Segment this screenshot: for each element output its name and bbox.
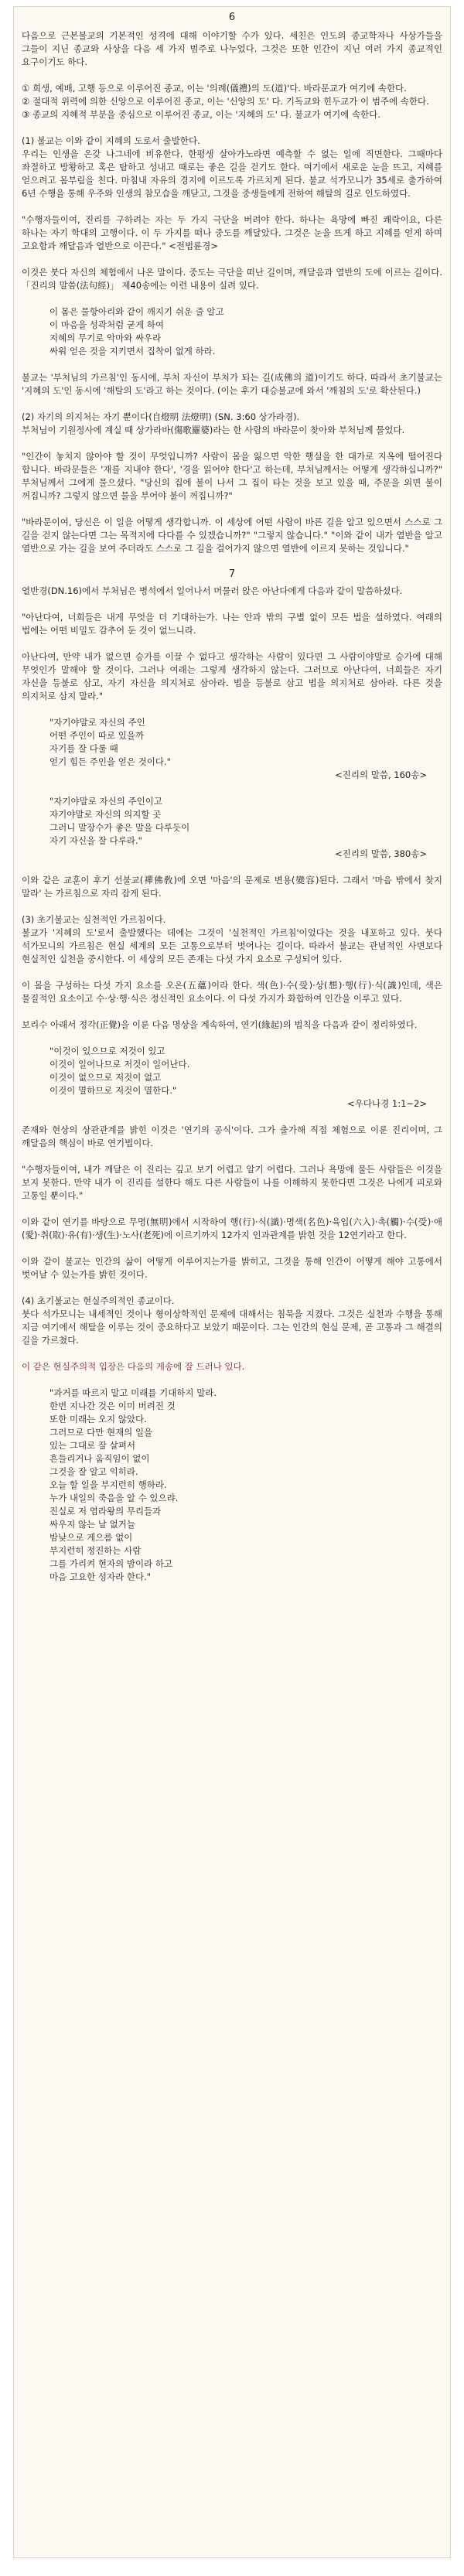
page-number-middle: 7 [228, 568, 236, 580]
verse-citation: <우다나경 1:1~2> [347, 1098, 427, 1109]
paragraph: 존재와 현상의 상관관계를 밝힌 이것은 '연기의 공식'이다. 그가 출가해 직접 체험으로 이룬 진리이며, 그 깨달음의 핵심이 바로 연기법이다. [22, 1124, 445, 1148]
verse-citation: <진리의 말씀, 380송> [335, 848, 427, 859]
intro-paragraph: 다음으로 근본불교의 기본적인 성격에 대해 이야기할 수가 있다. 세친은 인도의 종교학자나 사상가들을 그들이 지닌 종교와 사상을 다음 세 가지 범주로 나누었다. 그것은 또한 인간이 지닌 여러 가지 종교적인 요구이기도 하다. [22, 30, 445, 67]
paragraph: "수행자들이여, 진리를 구하려는 자는 두 가지 극단을 버려야 한다. 하나는 욕망에 빠진 쾌락이요, 다른 하나는 자기 학대의 고행이다. 이 두 가지를 떠나 중도를 깨달았다. 그것은 눈을 뜨게 하고 지혜를 얻게 하며 고요함과 깨달음과 열반으로 이끈다." <전법륜경> [22, 214, 445, 251]
list-item: ① 희생, 예배, 고행 등으로 이루어진 종교, 이는 '의례(儀禮)의 도(道)'다. 바라문교가 여기에 속한다. [22, 83, 407, 94]
paragraph: 보리수 아래서 정각(正覺)을 이룬 다음 명상을 계속하여, 연기(緣起)의 법칙을 다음과 같이 정리하였다. [22, 1019, 418, 1030]
verse-quote: 이 몸은 물항아리와 같이 깨지기 쉬운 줄 알고 이 마음을 성곽처럼 굳게 하여 지혜의 무기로 악마와 싸우라 싸워 얻은 것을 지키면서 집착이 없게 하라. [49, 306, 224, 357]
verse-quote: "자기야말로 자신의 주인 어떤 주인이 따로 있을까 자기를 잘 다룰 때 얻기 힘든 주인을 얻은 것이다." [49, 717, 171, 767]
paragraph: 부처님이 기원정사에 계실 때 상가라바(傷歌羅婆)라는 한 사람의 바라문이 찾아와 부처님께 물었다. [22, 425, 405, 435]
paragraph: 이것은 붓다 자신의 체험에서 나온 말이다. 중도는 극단을 떠난 길이며, 깨달음과 열반의 도에 이르는 길이다. 「진리의 말씀(法句經)」 제40송에는 이런 내용이 실려 있다. [22, 267, 445, 291]
paragraph: 열반경(DN.16)에서 부처님은 병석에서 일어나서 머물러 앉은 아난다에게 다음과 같이 말씀하셨다. [22, 585, 403, 596]
highlighted-paragraph: 이 같은 현실주의적 입장은 다음의 게송에 잘 드러나 있다. [22, 1361, 245, 1372]
paragraph: 이와 같이 불교는 인간의 삶이 어떻게 이루어지는가를 밝히고, 그것을 통해 인간이 어떻게 해야 고통에서 벗어날 수 있는가를 밝힌 것이다. [22, 1256, 445, 1280]
paragraph: "바라문이여, 당신은 이 일을 어떻게 생각합니까. 이 세상에 어떤 사람이 바른 길을 알고 있으면서 스스로 그 길을 걷지 않는다면 그는 목적지에 다다를 수 있겠습니까?" "그렇지 않습니다." "이와 같이 내가 열반을 알고 열반으로 가는 길을 보여 주더라도 스스로 그 길을 걸어가지 않으면 열반에 이르지 못하는 것입니다." [22, 517, 445, 554]
paragraph: 불교가 '지혜의 도'로서 출발했다는 데에는 그것이 '실천적인 가르침'이었다는 것을 내포하고 있다. 붓다 석가모니의 가르침은 현실 세계의 모든 고통으로부터 벗어나는 길이다. 따라서 불교는 관념적인 사변보다 현실적인 실천을 중시한다. 이 세상의 모든 존재는 다섯 가지 요소로 구성되어 있다. [22, 927, 445, 964]
paragraph: 이 몸을 구성하는 다섯 가지 요소를 오온(五蘊)이라 한다. 색(色)·수(受)·상(想)·행(行)·식(識)인데, 색은 물질적인 요소이고 수·상·행·식은 정신적인 요소이다. 이 다섯 가지가 화합하여 인간을 이루고 있다. [22, 980, 445, 1004]
paragraph: 붓다 석가모니는 내세적인 것이나 형이상학적인 문제에 대해서는 침묵을 지켰다. 그것은 실천과 수행을 통해 지금 여기에서 해탈을 이루는 것이 중요하다고 보았기 때문이다. 그는 인간의 현실 문제, 곧 고통과 그 해결의 길을 가르쳤다. [22, 1308, 445, 1346]
paragraph: 아난다여, 만약 내가 없으면 승가를 이끌 수 없다고 생각하는 사람이 있다면 그 사람이야말로 승가에 대해 무엇인가 말해야 할 것이다. 그러나 여래는 그렇게 생각하지 않는다. 그러므로 아난다여, 너희들은 자기 자신을 등불로 삼고, 자기 자신을 의지처로 삼아라. 법을 등불로 삼고 법을 의지처로 삼아라. 다른 것을 의지처로 삼지 말라." [22, 651, 445, 701]
list-item: ③ 종교의 지혜적 부분을 중심으로 이루어진 종교, 이는 '지혜의 도' 다. 불교가 여기에 속한다. [22, 109, 380, 120]
paragraph: 우리는 인생을 온갖 나그네에 비유한다. 한평생 살아가노라면 예측할 수 없는 일에 직면한다. 그때마다 좌절하고 방황하고 혹은 탐하고 성내고 때로는 좋은 길을 걷기도 한다. 여기에서 새로운 눈을 뜨고, 지혜를 얻으려고 몸부림을 친다. 마침내 자유의 경지에 이르도록 가르치게 된다. 불교 석가모니가 35세로 출가하여 6년 수행을 통해 우주와 인생의 참모습을 깨닫고, 그것을 중생들에게 전하여 해탈의 길로 인도하였다. [22, 148, 445, 199]
verse-quote: "자기야말로 자신의 주인이고 자기야말로 자신의 의지할 곳 그러니 말장수가 좋은 말을 다루듯이 자기 자신을 잘 다루라." [49, 796, 190, 846]
paragraph: "인간이 놓치지 않아야 할 것이 무엇입니까? 사람이 몸을 잃으면 악한 행실을 한 대가로 지옥에 떨어진다 합니다. 바라문들은 '재를 지내야 한다', '경을 읽어야 한다'고 하는데, 부처님께서는 어떻게 생각하십니까?" 부처님께서 그에게 물으셨다. "당신의 집에 불이 나서 그 집이 타는 것을 보고 있을 때, 주문을 외면 불이 꺼집니까? 그렇지 않으면 물을 부어야 불이 꺼집니까?" [22, 451, 445, 501]
paragraph: 불교는 '부처님의 가르침'인 동시에, 부처 자신이 부처가 되는 길(成佛의 道)이기도 하다. 따라서 초기불교는 '지혜의 도'인 동시에 '해탈의 도'라고 하는 것이다. (이는 후기 대승불교에 와서 '깨침의 도'로 확산된다.) [22, 372, 445, 396]
paragraph: 이와 같은 교훈이 후기 선불교(禪佛敎)에 오면 '마음'의 문제로 변용(變容)된다. 그래서 '마음 밖에서 찾지 말라' 는 가르침으로 자리 잡게 된다. [22, 875, 445, 899]
paragraph: 이와 같이 연기를 바탕으로 무명(無明)에서 시작하여 행(行)·식(識)·명색(名色)·육입(六入)·촉(觸)·수(受)·애(愛)·취(取)·유(有)·생(生)·노사(老死)에 이르기까지 12가지 인과관계를 밝힌 것을 12연기라고 한다. [22, 1216, 442, 1240]
verse-quote: "과거를 따르지 말고 미래를 기대하지 말라. 한번 지나간 것은 이미 버려진 것 또한 미래는 오지 않았다. 그러므로 다만 현재의 일을 있는 그대로 잘 살펴서 흔들리거나 움직임이 없이 그것을 잘 알고 익히라. 오늘 할 일을 부지런히 행하라. 누가 내일의 죽음을 알 수 있으랴. 진실로 저 염라왕의 무리들과 싸우지 않는 날 없거늘 밤낮으로 게으름 없이 부지런히 정진하는 사람 그를 가리켜 현자의 밤이라 하고 마음 고요한 성자라 한다." [49, 1387, 217, 1582]
paragraph: "아난다여, 너희들은 내게 무엇을 더 기대하는가. 나는 안과 밖의 구별 없이 모든 법을 설하였다. 여래의 법에는 어떤 비밀도 감추어 둔 것이 없느니라. [22, 612, 445, 636]
verse-citation: <진리의 말씀, 160송> [335, 769, 427, 780]
paragraph: "수행자들이여, 내가 깨달은 이 진리는 깊고 보기 어렵고 알기 어렵다. 그러나 욕망에 물든 사람들은 이것을 보지 못한다. 만약 내가 이 진리를 설한다 해도 다른 사람들이 나를 이해하지 못한다면 그것은 나에게 피로와 고통일 뿐이다." [22, 1164, 445, 1201]
religion-category-list [22, 82, 442, 121]
section-heading-3: (3) 초기불교는 실천적인 가르침이다. [22, 914, 166, 925]
document-page [13, 6, 451, 2558]
page-number-top: 6 [228, 12, 236, 23]
section-heading-1: (1) 불교는 이와 같이 지혜의 도로서 출발한다. [22, 135, 200, 146]
list-item: ② 절대적 위력에 의한 신앙으로 이루어진 종교, 이는 '신앙의 도' 다. 기독교와 힌두교가 이 범주에 속한다. [22, 96, 429, 107]
section-heading-4: (4) 초기불교는 현실주의적인 종교이다. [22, 1295, 175, 1306]
section-heading-2: (2) 자기의 의지처는 자기 뿐이다(自燈明 法燈明) (SN. 3:60 상가라경). [22, 411, 300, 422]
verse-quote: "이것이 있으므로 저것이 있고 이것이 일어나므로 저것이 일어난다. 이것이 없으므로 저것이 없고 이것이 멸하므로 저것이 멸한다." [49, 1046, 190, 1096]
